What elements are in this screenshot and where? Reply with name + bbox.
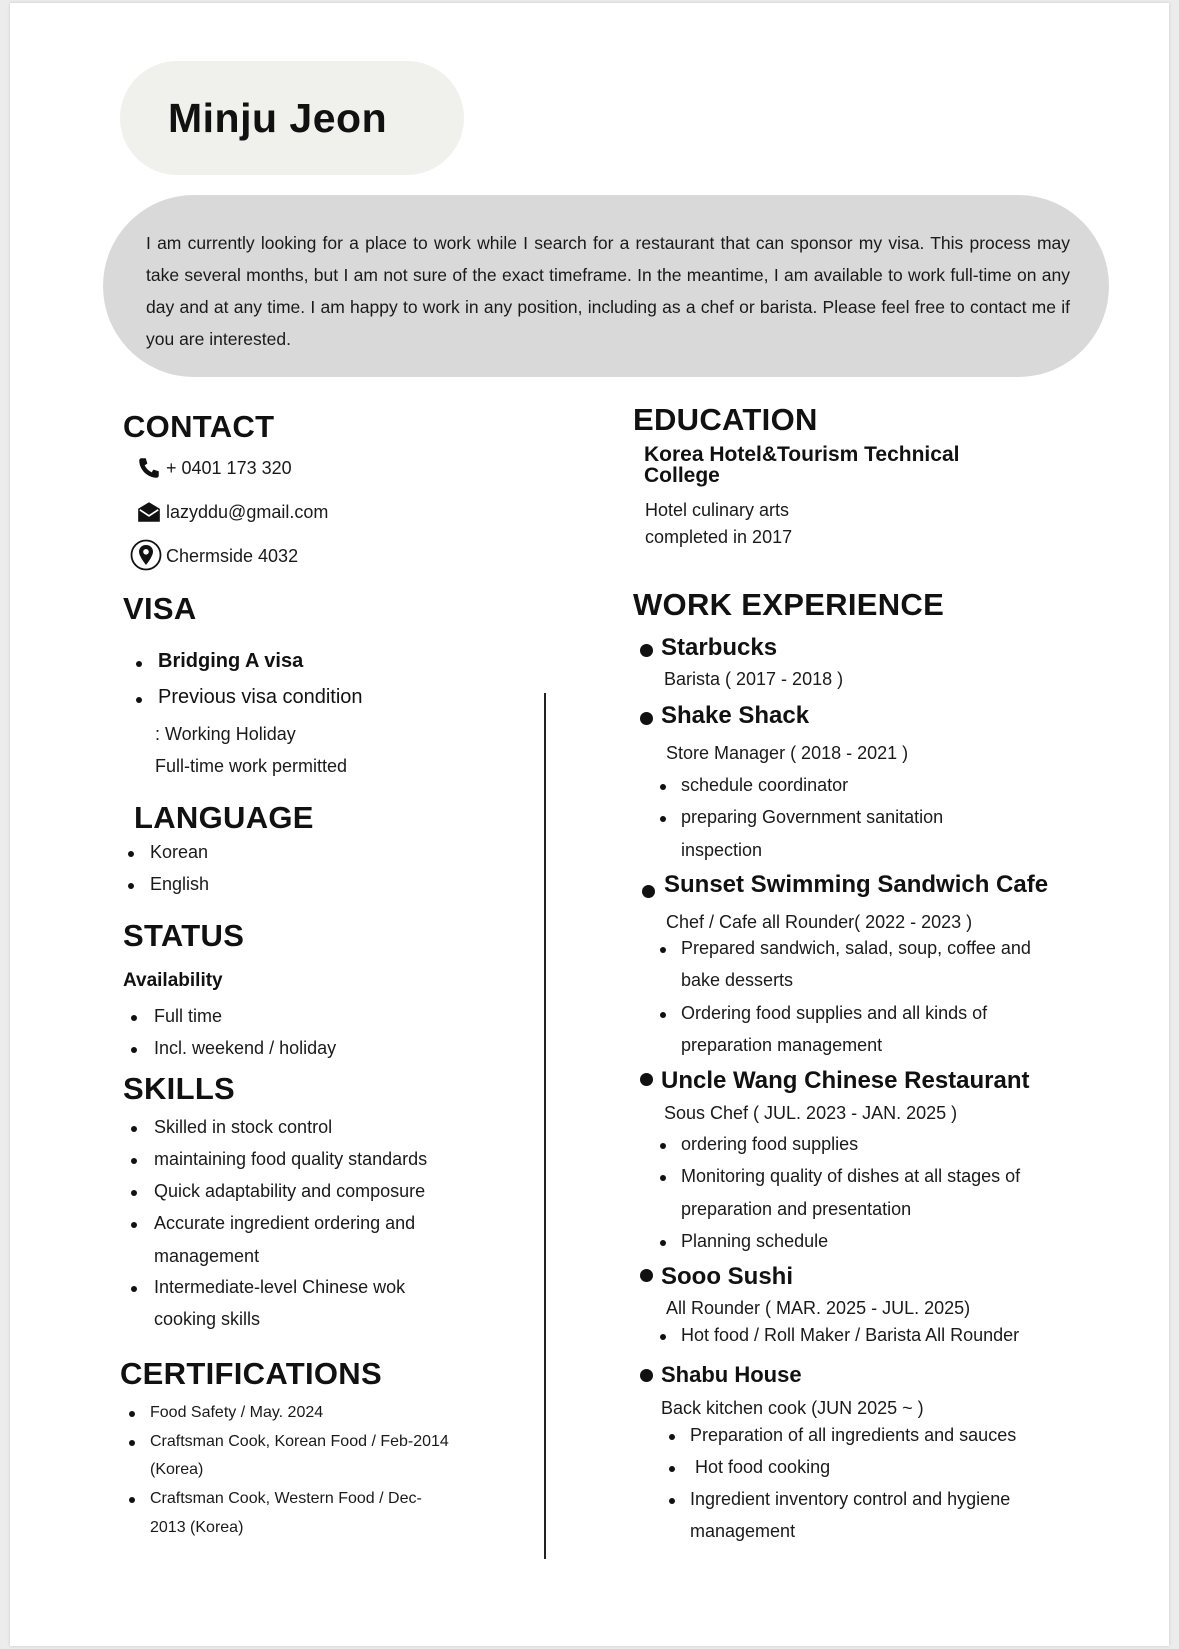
status-heading: STATUS bbox=[123, 918, 245, 953]
bullet bbox=[660, 816, 666, 822]
certification-item: Food Safety / May. 2024 bbox=[150, 1404, 324, 1421]
bullet bbox=[129, 1440, 135, 1446]
status-item: Incl. weekend / holiday bbox=[154, 1038, 337, 1058]
envelope-icon bbox=[136, 499, 162, 525]
job-duty: Ordering food supplies and all kinds of bbox=[681, 1003, 988, 1023]
phone-icon bbox=[136, 455, 162, 481]
bullet bbox=[129, 1497, 135, 1503]
bullet bbox=[136, 697, 142, 703]
job-bullet bbox=[640, 1269, 653, 1282]
education-program: Hotel culinary arts bbox=[645, 500, 790, 520]
job-company: Shake Shack bbox=[661, 702, 810, 729]
bullet bbox=[131, 1047, 137, 1053]
certification-item-continued: (Korea) bbox=[150, 1461, 204, 1478]
job-duty-continued: inspection bbox=[681, 840, 763, 860]
bullet bbox=[660, 784, 666, 790]
skill-item-continued: cooking skills bbox=[154, 1309, 261, 1329]
contact-location: Chermside 4032 bbox=[166, 546, 299, 566]
job-role: Barista ( 2017 - 2018 ) bbox=[664, 669, 844, 689]
job-duty: Monitoring quality of dishes at all stages of bbox=[681, 1166, 1021, 1186]
candidate-name: Minju Jeon bbox=[168, 95, 388, 141]
job-company: Sunset Swimming Sandwich Cafe bbox=[664, 871, 1049, 898]
job-duty: Ingredient inventory control and hygiene bbox=[690, 1489, 1011, 1509]
job-duty-continued: preparation management bbox=[681, 1035, 883, 1055]
job-role: Sous Chef ( JUL. 2023 - JAN. 2025 ) bbox=[664, 1103, 958, 1123]
bullet bbox=[660, 1143, 666, 1149]
language-item: English bbox=[150, 874, 210, 894]
location-pin-icon bbox=[130, 539, 162, 571]
visa-previous-label: Previous visa condition bbox=[158, 686, 363, 708]
education-heading: EDUCATION bbox=[633, 402, 818, 437]
contact-phone: + 0401 173 320 bbox=[166, 458, 292, 478]
job-duty: preparing Government sanitation bbox=[681, 807, 944, 827]
bullet bbox=[136, 661, 142, 667]
job-bullet bbox=[640, 644, 653, 657]
certification-item: Craftsman Cook, Western Food / Dec- bbox=[150, 1490, 422, 1507]
job-role: All Rounder ( MAR. 2025 - JUL. 2025) bbox=[666, 1298, 971, 1318]
job-role: Store Manager ( 2018 - 2021 ) bbox=[666, 743, 909, 763]
bullet bbox=[131, 1158, 137, 1164]
job-duty: Planning schedule bbox=[681, 1231, 829, 1251]
bullet bbox=[131, 1222, 137, 1228]
skills-heading: SKILLS bbox=[123, 1071, 236, 1106]
language-heading: LANGUAGE bbox=[134, 800, 314, 835]
bullet bbox=[129, 1411, 135, 1417]
bullet bbox=[131, 1126, 137, 1132]
bullet bbox=[660, 1240, 666, 1246]
skill-item: Intermediate-level Chinese wok bbox=[154, 1277, 406, 1297]
visa-heading: VISA bbox=[123, 591, 197, 626]
education-school-line: College bbox=[644, 464, 720, 487]
column-divider bbox=[544, 693, 546, 1559]
status-subtitle: Availability bbox=[123, 970, 223, 991]
job-role: Back kitchen cook (JUN 2025 ~ ) bbox=[661, 1398, 924, 1418]
skill-item: Skilled in stock control bbox=[154, 1117, 333, 1137]
job-duty: Hot food cooking bbox=[690, 1457, 831, 1477]
bullet bbox=[660, 1012, 666, 1018]
bullet bbox=[128, 851, 134, 857]
certifications-heading: CERTIFICATIONS bbox=[120, 1356, 382, 1391]
job-company: Sooo Sushi bbox=[661, 1263, 793, 1290]
job-duty-continued: bake desserts bbox=[681, 970, 794, 990]
skill-item-continued: management bbox=[154, 1246, 260, 1266]
language-item: Korean bbox=[150, 842, 209, 862]
summary-text: I am currently looking for a place to work while I search for a restaurant that can sponsor my visa. This process may take several months, but I am not sure of the exact timeframe. In the meantime, I am available to work full-time on any day and at any time. I am happy to work in any position, including as a chef or barista. Please feel free to contact me if you are interested. bbox=[146, 233, 1070, 349]
bullet bbox=[660, 947, 666, 953]
job-duty: schedule coordinator bbox=[681, 775, 849, 795]
visa-previous-type: : Working Holiday bbox=[155, 724, 296, 744]
bullet bbox=[131, 1190, 137, 1196]
job-duty: Hot food / Roll Maker / Barista All Rounder bbox=[681, 1325, 1020, 1345]
bullet bbox=[669, 1498, 675, 1504]
job-role: Chef / Cafe all Rounder( 2022 - 2023 ) bbox=[666, 912, 973, 932]
skill-item: maintaining food quality standards bbox=[154, 1149, 428, 1169]
job-bullet bbox=[640, 1369, 653, 1382]
job-company: Uncle Wang Chinese Restaurant bbox=[661, 1067, 1030, 1094]
job-bullet bbox=[642, 885, 655, 898]
contact-email: lazyddu@gmail.com bbox=[166, 502, 329, 522]
bullet bbox=[128, 883, 134, 889]
visa-previous-note: Full-time work permitted bbox=[155, 756, 348, 776]
job-company: Starbucks bbox=[661, 634, 778, 661]
resume-page bbox=[10, 3, 1169, 1646]
job-bullet bbox=[640, 1073, 653, 1086]
status-item: Full time bbox=[154, 1006, 223, 1026]
bullet bbox=[131, 1286, 137, 1292]
education-school-line: Korea Hotel&Tourism Technical bbox=[644, 443, 960, 466]
job-duty-continued: preparation and presentation bbox=[681, 1199, 912, 1219]
job-duty: Prepared sandwich, salad, soup, coffee and bbox=[681, 938, 1031, 958]
bullet bbox=[660, 1334, 666, 1340]
bullet bbox=[660, 1175, 666, 1181]
bullet bbox=[669, 1434, 675, 1440]
job-duty: ordering food supplies bbox=[681, 1134, 859, 1154]
skill-item: Accurate ingredient ordering and bbox=[154, 1213, 416, 1233]
work-experience-heading: WORK EXPERIENCE bbox=[633, 587, 945, 622]
certification-item: Craftsman Cook, Korean Food / Feb-2014 bbox=[150, 1433, 449, 1450]
skill-item: Quick adaptability and composure bbox=[154, 1181, 426, 1201]
bullet bbox=[669, 1466, 675, 1472]
bullet bbox=[131, 1015, 137, 1021]
job-duty: Preparation of all ingredients and sauces bbox=[690, 1425, 1017, 1445]
job-duty-continued: management bbox=[690, 1521, 796, 1541]
education-completed: completed in 2017 bbox=[645, 527, 793, 547]
job-company: Shabu House bbox=[661, 1362, 802, 1387]
visa-current: Bridging A visa bbox=[158, 650, 304, 672]
education-school bbox=[644, 444, 959, 486]
certification-item-continued: 2013 (Korea) bbox=[150, 1519, 244, 1536]
job-bullet bbox=[640, 712, 653, 725]
contact-heading: CONTACT bbox=[123, 409, 275, 444]
